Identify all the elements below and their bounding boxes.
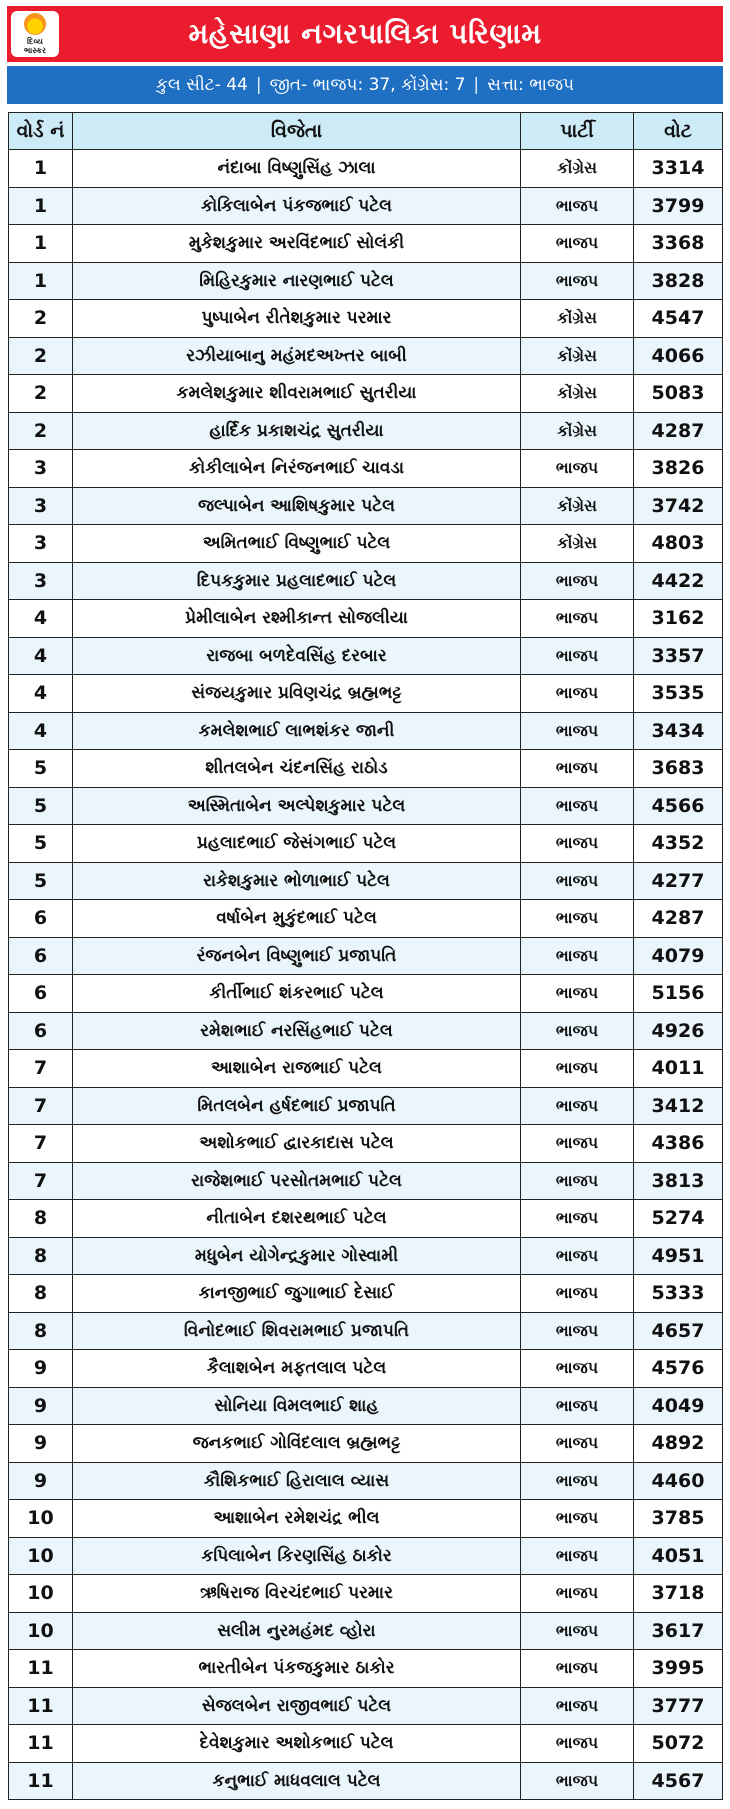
ward-cell: 5 <box>9 750 73 788</box>
party-cell: ભાજપ <box>521 1012 634 1050</box>
table-row <box>9 337 723 375</box>
votes-cell: 3617 <box>634 1612 723 1650</box>
table-row <box>9 1687 723 1725</box>
winner-cell: કોકીલાબેન નિરંજનભાઈ ચાવડા <box>73 450 521 488</box>
page-title: મહેસાણા નગરપાલિકા પરિણામ <box>188 17 542 50</box>
header-ward: વોર્ડ નં <box>9 113 73 150</box>
party-cell: ભાજપ <box>521 1650 634 1688</box>
ward-cell: 10 <box>9 1537 73 1575</box>
party-cell: ભાજપ <box>521 1162 634 1200</box>
winner-cell: કીર્તીભાઈ શંકરભાઈ પટેલ <box>73 975 521 1013</box>
ward-cell: 2 <box>9 337 73 375</box>
winner-cell: મિહિરકુમાર નારણભાઈ પટેલ <box>73 262 521 300</box>
header-winner: વિજેતા <box>73 113 521 150</box>
ward-cell: 7 <box>9 1162 73 1200</box>
votes-cell: 3828 <box>634 262 723 300</box>
winner-cell: કમલેશભાઈ લાભશંકર જાની <box>73 712 521 750</box>
winner-cell: રમેશભાઈ નરસિંહભાઈ પટેલ <box>73 1012 521 1050</box>
ward-cell: 2 <box>9 412 73 450</box>
logo-line2: ભાસ્કર <box>23 46 47 55</box>
votes-cell: 4803 <box>634 525 723 563</box>
ward-cell: 7 <box>9 1125 73 1163</box>
winner-cell: સોનિયા વિમલભાઈ શાહ <box>73 1387 521 1425</box>
votes-cell: 3995 <box>634 1650 723 1688</box>
party-cell: ભાજપ <box>521 1387 634 1425</box>
winner-cell: કૌશિકભાઈ હિરાલાલ વ્યાસ <box>73 1462 521 1500</box>
table-row <box>9 1650 723 1688</box>
table-row <box>9 1012 723 1050</box>
winner-cell: પુષ્પાબેન રીતેશકુમાર પરમાર <box>73 300 521 338</box>
header-party: પાર્ટી <box>521 113 634 150</box>
table-row <box>9 375 723 413</box>
winner-cell: મુકેશકુમાર અરવિંદભાઈ સોલંકી <box>73 225 521 263</box>
ward-cell: 1 <box>9 225 73 263</box>
ward-cell: 2 <box>9 300 73 338</box>
votes-cell: 5333 <box>634 1275 723 1313</box>
table-row <box>9 600 723 638</box>
ward-cell: 7 <box>9 1087 73 1125</box>
winner-cell: પ્રેમીલાબેન રશ્મીકાન્ત સોજલીયા <box>73 600 521 638</box>
table-row <box>9 262 723 300</box>
votes-cell: 4011 <box>634 1050 723 1088</box>
winner-cell: જલ્પાબેન આશિષકુમાર પટેલ <box>73 487 521 525</box>
ward-cell: 4 <box>9 675 73 713</box>
winner-cell: અસ્મિતાબેન અલ્પેશકુમાર પટેલ <box>73 787 521 825</box>
votes-cell: 4657 <box>634 1312 723 1350</box>
party-cell: ભાજપ <box>521 637 634 675</box>
winner-cell: રાકેશકુમાર ભોળાભાઈ પટેલ <box>73 862 521 900</box>
party-cell: ભાજપ <box>521 825 634 863</box>
separator: | <box>473 75 480 95</box>
winner-cell: નંદાબા વિષ્ણુસિંહ ઝાલા <box>73 150 521 188</box>
party-cell: ભાજપ <box>521 1537 634 1575</box>
table-row <box>9 1125 723 1163</box>
table-row <box>9 1312 723 1350</box>
table-row <box>9 487 723 525</box>
votes-cell: 4386 <box>634 1125 723 1163</box>
seats-won: જીત- ભાજપ: 37, કોંગ્રેસ: 7 <box>269 75 466 95</box>
winner-cell: સલીમ નુરમહંમદ વ્હોરા <box>73 1612 521 1650</box>
table-row <box>9 750 723 788</box>
table-row <box>9 525 723 563</box>
winner-cell: સેજલબેન રાજીવભાઈ પટેલ <box>73 1687 521 1725</box>
table-row <box>9 712 723 750</box>
table-row <box>9 637 723 675</box>
party-cell: ભાજપ <box>521 1312 634 1350</box>
party-in-power: સત્તા: ભાજપ <box>487 75 575 95</box>
ward-cell: 1 <box>9 187 73 225</box>
header-votes: વોટ <box>634 113 723 150</box>
winner-cell: સંજયકુમાર પ્રવિણચંદ્ર બ્રહ્મભટ્ટ <box>73 675 521 713</box>
votes-cell: 4079 <box>634 937 723 975</box>
winner-cell: નીતાબેન દશરથભાઈ પટેલ <box>73 1200 521 1238</box>
ward-cell: 1 <box>9 150 73 188</box>
table-row <box>9 1162 723 1200</box>
winner-cell: કમલેશકુમાર શીવરામભાઈ સુતરીયા <box>73 375 521 413</box>
votes-cell: 4547 <box>634 300 723 338</box>
votes-cell: 4566 <box>634 787 723 825</box>
party-cell: ભાજપ <box>521 1200 634 1238</box>
votes-cell: 3799 <box>634 187 723 225</box>
party-cell: ભાજપ <box>521 225 634 263</box>
winner-cell: આશાબેન રાજભાઈ પટેલ <box>73 1050 521 1088</box>
winner-cell: રંજનબેન વિષ્ણુભાઈ પ્રજાપતિ <box>73 937 521 975</box>
ward-cell: 9 <box>9 1387 73 1425</box>
ward-cell: 6 <box>9 937 73 975</box>
ward-cell: 6 <box>9 900 73 938</box>
table-row <box>9 825 723 863</box>
winner-cell: મિતલબેન હર્ષદભાઈ પ્રજાપતિ <box>73 1087 521 1125</box>
party-cell: ભાજપ <box>521 937 634 975</box>
party-cell: કોંગ્રેસ <box>521 150 634 188</box>
winner-cell: કોકિલાબેન પંકજભાઈ પટેલ <box>73 187 521 225</box>
table-row <box>9 562 723 600</box>
ward-cell: 7 <box>9 1050 73 1088</box>
winner-cell: કૈલાશબેન મફતલાલ પટેલ <box>73 1350 521 1388</box>
votes-cell: 4422 <box>634 562 723 600</box>
winner-cell: શીતલબેન ચંદનસિંહ રાઠોડ <box>73 750 521 788</box>
votes-cell: 3785 <box>634 1500 723 1538</box>
ward-cell: 4 <box>9 600 73 638</box>
votes-cell: 4287 <box>634 412 723 450</box>
votes-cell: 3314 <box>634 150 723 188</box>
party-cell: ભાજપ <box>521 1275 634 1313</box>
ward-cell: 9 <box>9 1350 73 1388</box>
table-row <box>9 975 723 1013</box>
table-row <box>9 300 723 338</box>
ward-cell: 11 <box>9 1725 73 1763</box>
votes-cell: 3826 <box>634 450 723 488</box>
ward-cell: 6 <box>9 1012 73 1050</box>
table-row <box>9 1462 723 1500</box>
party-cell: ભાજપ <box>521 1237 634 1275</box>
table-row <box>9 1387 723 1425</box>
ward-cell: 5 <box>9 862 73 900</box>
sun-icon <box>24 13 46 35</box>
ward-cell: 10 <box>9 1612 73 1650</box>
party-cell: ભાજપ <box>521 1050 634 1088</box>
ward-cell: 11 <box>9 1762 73 1800</box>
votes-cell: 3535 <box>634 675 723 713</box>
winner-cell: મધુબેન યોગેન્દ્રકુમાર ગોસ્વામી <box>73 1237 521 1275</box>
table-row <box>9 1200 723 1238</box>
winner-cell: કનુભાઈ માધવલાલ પટેલ <box>73 1762 521 1800</box>
ward-cell: 9 <box>9 1462 73 1500</box>
party-cell: કોંગ્રેસ <box>521 412 634 450</box>
votes-cell: 3162 <box>634 600 723 638</box>
table-row <box>9 1537 723 1575</box>
votes-cell: 4567 <box>634 1762 723 1800</box>
ward-cell: 9 <box>9 1425 73 1463</box>
party-cell: ભાજપ <box>521 787 634 825</box>
logo-line1: દિવ્ય <box>27 37 43 46</box>
table-row <box>9 1237 723 1275</box>
ward-cell: 5 <box>9 787 73 825</box>
table-header-row <box>9 113 723 150</box>
ward-cell: 8 <box>9 1312 73 1350</box>
party-cell: ભાજપ <box>521 675 634 713</box>
party-cell: ભાજપ <box>521 187 634 225</box>
ward-cell: 3 <box>9 525 73 563</box>
winner-cell: પ્રહલાદભાઈ જેસંગભાઈ પટેલ <box>73 825 521 863</box>
ward-cell: 11 <box>9 1687 73 1725</box>
votes-cell: 4892 <box>634 1425 723 1463</box>
results-table <box>8 112 723 1800</box>
party-cell: કોંગ્રેસ <box>521 487 634 525</box>
table-row <box>9 1762 723 1800</box>
table-row <box>9 862 723 900</box>
results-body <box>9 150 723 1800</box>
votes-cell: 4051 <box>634 1537 723 1575</box>
party-cell: ભાજપ <box>521 1762 634 1800</box>
votes-cell: 4576 <box>634 1350 723 1388</box>
party-cell: ભાજપ <box>521 1425 634 1463</box>
votes-cell: 5274 <box>634 1200 723 1238</box>
party-cell: ભાજપ <box>521 750 634 788</box>
votes-cell: 3742 <box>634 487 723 525</box>
party-cell: ભાજપ <box>521 600 634 638</box>
party-cell: ભાજપ <box>521 1125 634 1163</box>
party-cell: કોંગ્રેસ <box>521 525 634 563</box>
party-cell: ભાજપ <box>521 1687 634 1725</box>
ward-cell: 3 <box>9 487 73 525</box>
divya-bhaskar-logo <box>11 11 59 57</box>
winner-cell: વિનોદભાઈ શિવરામભાઈ પ્રજાપતિ <box>73 1312 521 1350</box>
party-cell: ભાજપ <box>521 1575 634 1613</box>
ward-cell: 3 <box>9 562 73 600</box>
ward-cell: 5 <box>9 825 73 863</box>
winner-cell: રાજબા બળદેવસિંહ દરબાર <box>73 637 521 675</box>
table-row <box>9 1087 723 1125</box>
votes-cell: 5072 <box>634 1725 723 1763</box>
ward-cell: 8 <box>9 1275 73 1313</box>
party-cell: ભાજપ <box>521 862 634 900</box>
table-row <box>9 900 723 938</box>
winner-cell: દિપકકુમાર પ્રહલાદભાઈ પટેલ <box>73 562 521 600</box>
winner-cell: ઋષિરાજ વિરચંદભાઈ પરમાર <box>73 1575 521 1613</box>
party-cell: કોંગ્રેસ <box>521 337 634 375</box>
table-row <box>9 1500 723 1538</box>
party-cell: ભાજપ <box>521 262 634 300</box>
table-row <box>9 1050 723 1088</box>
winner-cell: રાજેશભાઈ પરસોતમભાઈ પટેલ <box>73 1162 521 1200</box>
ward-cell: 3 <box>9 450 73 488</box>
party-cell: કોંગ્રેસ <box>521 300 634 338</box>
table-row <box>9 1350 723 1388</box>
votes-cell: 4066 <box>634 337 723 375</box>
winner-cell: આશાબેન રમેશચંદ્ર ભીલ <box>73 1500 521 1538</box>
party-cell: ભાજપ <box>521 562 634 600</box>
table-row <box>9 412 723 450</box>
table-row <box>9 1275 723 1313</box>
summary-bar <box>7 66 723 104</box>
party-cell: ભાજપ <box>521 900 634 938</box>
table-row <box>9 1612 723 1650</box>
title-banner <box>7 6 723 62</box>
party-cell: કોંગ્રેસ <box>521 375 634 413</box>
ward-cell: 8 <box>9 1200 73 1238</box>
winner-cell: અશોકભાઈ દ્વારકાદાસ પટેલ <box>73 1125 521 1163</box>
table-row <box>9 937 723 975</box>
votes-cell: 4287 <box>634 900 723 938</box>
party-cell: ભાજપ <box>521 1350 634 1388</box>
table-row <box>9 1725 723 1763</box>
winner-cell: કાનજીભાઈ જુગાભાઈ દેસાઈ <box>73 1275 521 1313</box>
votes-cell: 4049 <box>634 1387 723 1425</box>
winner-cell: હાર્દિક પ્રકાશચંદ્ર સુતરીયા <box>73 412 521 450</box>
total-seats: કુલ સીટ- 44 <box>155 75 248 95</box>
ward-cell: 4 <box>9 637 73 675</box>
table-row <box>9 1425 723 1463</box>
winner-cell: રઝીયાબાનુ મહંમદઅખ્તર બાબી <box>73 337 521 375</box>
party-cell: ભાજપ <box>521 712 634 750</box>
party-cell: ભાજપ <box>521 1725 634 1763</box>
winner-cell: કપિલાબેન કિરણસિંહ ઠાકોર <box>73 1537 521 1575</box>
ward-cell: 6 <box>9 975 73 1013</box>
votes-cell: 3412 <box>634 1087 723 1125</box>
party-cell: ભાજપ <box>521 1612 634 1650</box>
separator: | <box>255 75 262 95</box>
table-row <box>9 675 723 713</box>
table-row <box>9 187 723 225</box>
ward-cell: 1 <box>9 262 73 300</box>
ward-cell: 8 <box>9 1237 73 1275</box>
votes-cell: 4926 <box>634 1012 723 1050</box>
table-row <box>9 225 723 263</box>
votes-cell: 3777 <box>634 1687 723 1725</box>
votes-cell: 5083 <box>634 375 723 413</box>
party-cell: ભાજપ <box>521 1500 634 1538</box>
votes-cell: 3434 <box>634 712 723 750</box>
winner-cell: વર્ષાબેન મુકુંદભાઈ પટેલ <box>73 900 521 938</box>
votes-cell: 3813 <box>634 1162 723 1200</box>
votes-cell: 3718 <box>634 1575 723 1613</box>
winner-cell: જનકભાઈ ગોવિંદલાલ બ્રહ્મભટ્ટ <box>73 1425 521 1463</box>
party-cell: ભાજપ <box>521 450 634 488</box>
votes-cell: 5156 <box>634 975 723 1013</box>
table-row <box>9 150 723 188</box>
votes-cell: 3357 <box>634 637 723 675</box>
ward-cell: 10 <box>9 1500 73 1538</box>
votes-cell: 4277 <box>634 862 723 900</box>
party-cell: ભાજપ <box>521 1462 634 1500</box>
table-row <box>9 787 723 825</box>
votes-cell: 4460 <box>634 1462 723 1500</box>
party-cell: ભાજપ <box>521 975 634 1013</box>
votes-cell: 4352 <box>634 825 723 863</box>
winner-cell: દેવેશકુમાર અશોકભાઈ પટેલ <box>73 1725 521 1763</box>
ward-cell: 4 <box>9 712 73 750</box>
table-row <box>9 1575 723 1613</box>
winner-cell: અમિતભાઈ વિષ્ણુભાઈ પટેલ <box>73 525 521 563</box>
winner-cell: ભારતીબેન પંકજકુમાર ઠાકોર <box>73 1650 521 1688</box>
votes-cell: 3368 <box>634 225 723 263</box>
party-cell: ભાજપ <box>521 1087 634 1125</box>
votes-cell: 3683 <box>634 750 723 788</box>
ward-cell: 10 <box>9 1575 73 1613</box>
ward-cell: 2 <box>9 375 73 413</box>
ward-cell: 11 <box>9 1650 73 1688</box>
votes-cell: 4951 <box>634 1237 723 1275</box>
table-row <box>9 450 723 488</box>
